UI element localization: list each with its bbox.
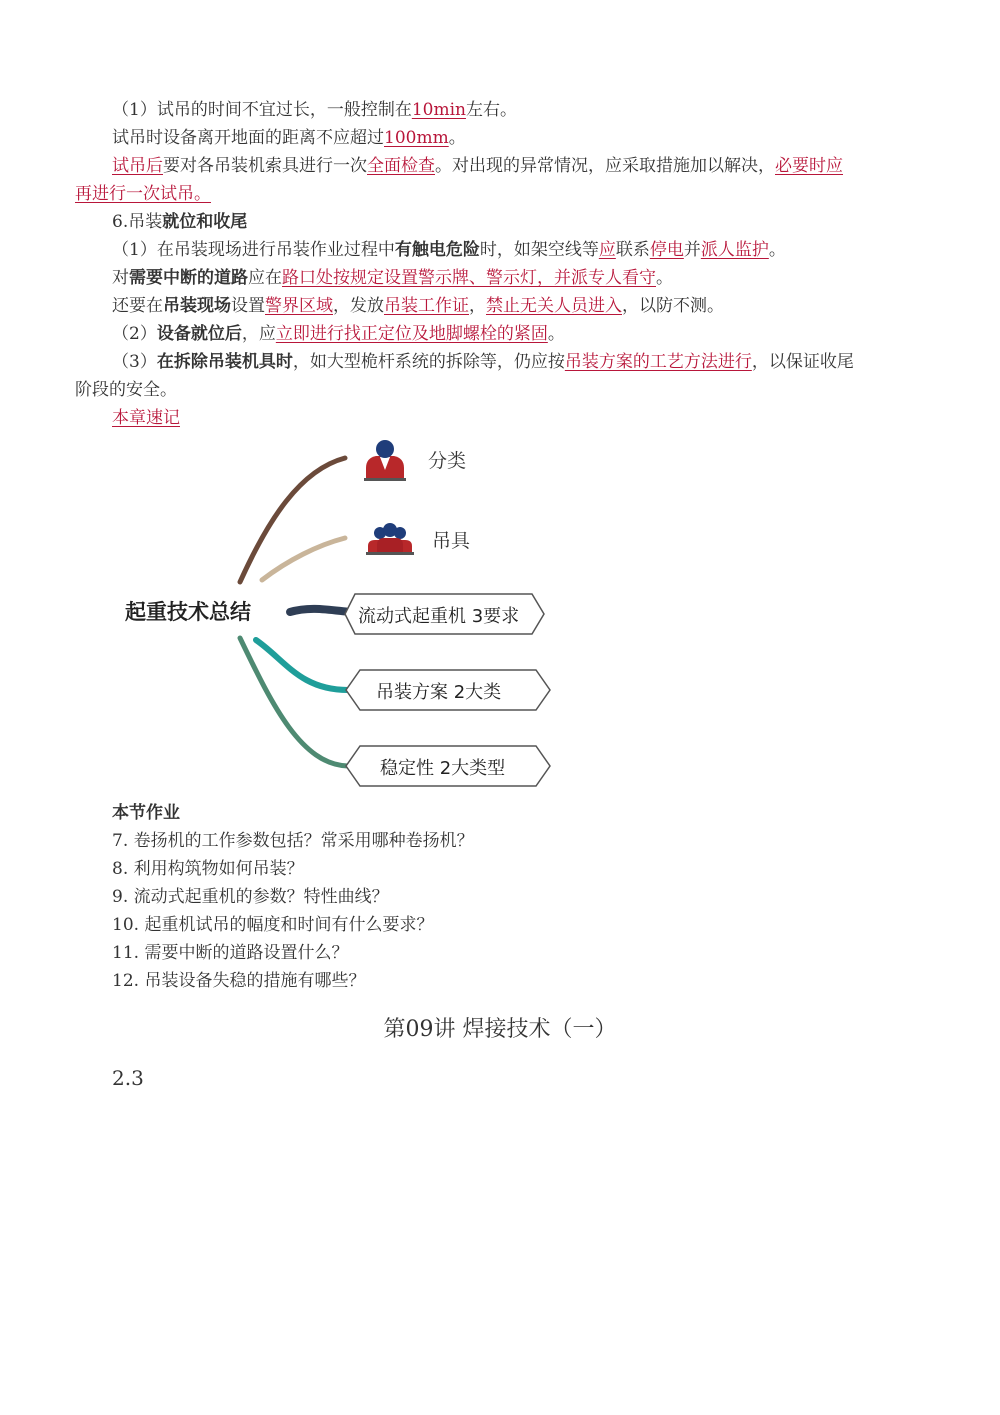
branch-label-mobile-crane: 流动式起重机 3要求	[358, 606, 520, 627]
mind-map	[110, 435, 570, 800]
homework-item: 12. 吊装设备失稳的措施有哪些？	[112, 971, 366, 991]
paragraph-after-trial-cont: 再进行一次试吊。	[75, 184, 211, 204]
group-people-icon	[366, 523, 414, 555]
homework-item: 11. 需要中断的道路设置什么？	[112, 943, 349, 963]
branch-curve-mobile-crane	[290, 609, 350, 612]
paragraph-equipment-positioned: （2）设备就位后，应立即进行找正定位及地脚螺栓的紧固。	[112, 324, 565, 344]
homework-item: 9. 流动式起重机的参数？特性曲线？	[112, 887, 389, 907]
lecture-title: 第09讲 焊接技术（一）	[383, 1017, 617, 1042]
heading-6: 6.吊装就位和收尾	[112, 212, 248, 232]
branch-curve-classification	[240, 458, 345, 582]
paragraph-dismantle-cont: 阶段的安全。	[75, 380, 177, 400]
paragraph-site-warning: 还要在吊装现场设置警界区域，发放吊装工作证，禁止无关人员进入，以防不测。	[112, 296, 724, 316]
mindmap-center-title: 起重技术总结	[125, 600, 251, 624]
branch-label-rigging: 吊具	[432, 530, 471, 552]
person-icon	[364, 440, 406, 481]
homework-item: 8. 利用构筑物如何吊装？	[112, 859, 304, 879]
paragraph-electric-risk: （1）在吊装现场进行吊装作业过程中有触电危险时，如架空线等应联系停电并派人监护。	[112, 240, 786, 260]
section-number: 2.3	[112, 1066, 144, 1090]
paragraph-trial-height: 试吊时设备离开地面的距离不应超过100mm。	[112, 128, 466, 148]
highlight-100mm: 100mm	[384, 128, 449, 148]
paragraph-after-trial: 试吊后要对各吊装机索具进行一次全面检查。对出现的异常情况，应采取措施加以解决，必要时应	[112, 156, 843, 176]
branch-label-lifting-plan: 吊装方案 2大类	[376, 682, 502, 703]
homework-title: 本节作业	[112, 803, 180, 823]
branch-label-stability: 稳定性 2大类型	[380, 758, 506, 779]
highlight-10min: 10min	[411, 100, 466, 120]
branch-curve-lifting-plan	[256, 640, 348, 690]
homework-item: 7. 卷扬机的工作参数包括？常采用哪种卷扬机？	[112, 831, 474, 851]
homework-item: 10. 起重机试吊的幅度和时间有什么要求？	[112, 915, 434, 935]
paragraph-trial-duration: （1）试吊的时间不宜过长，一般控制在10min左右。	[112, 100, 517, 120]
paragraph-road-closure: 对需要中断的道路应在路口处按规定设置警示牌、警示灯，并派专人看守。	[112, 268, 673, 288]
paragraph-dismantle: （3）在拆除吊装机具时，如大型桅杆系统的拆除等，仍应按吊装方案的工艺方法进行，以保证收尾	[112, 352, 854, 372]
branch-curve-stability	[240, 638, 348, 766]
chapter-memo-link[interactable]: 本章速记	[112, 408, 180, 428]
branch-label-classification: 分类	[428, 450, 467, 472]
branch-curve-rigging	[262, 538, 345, 580]
